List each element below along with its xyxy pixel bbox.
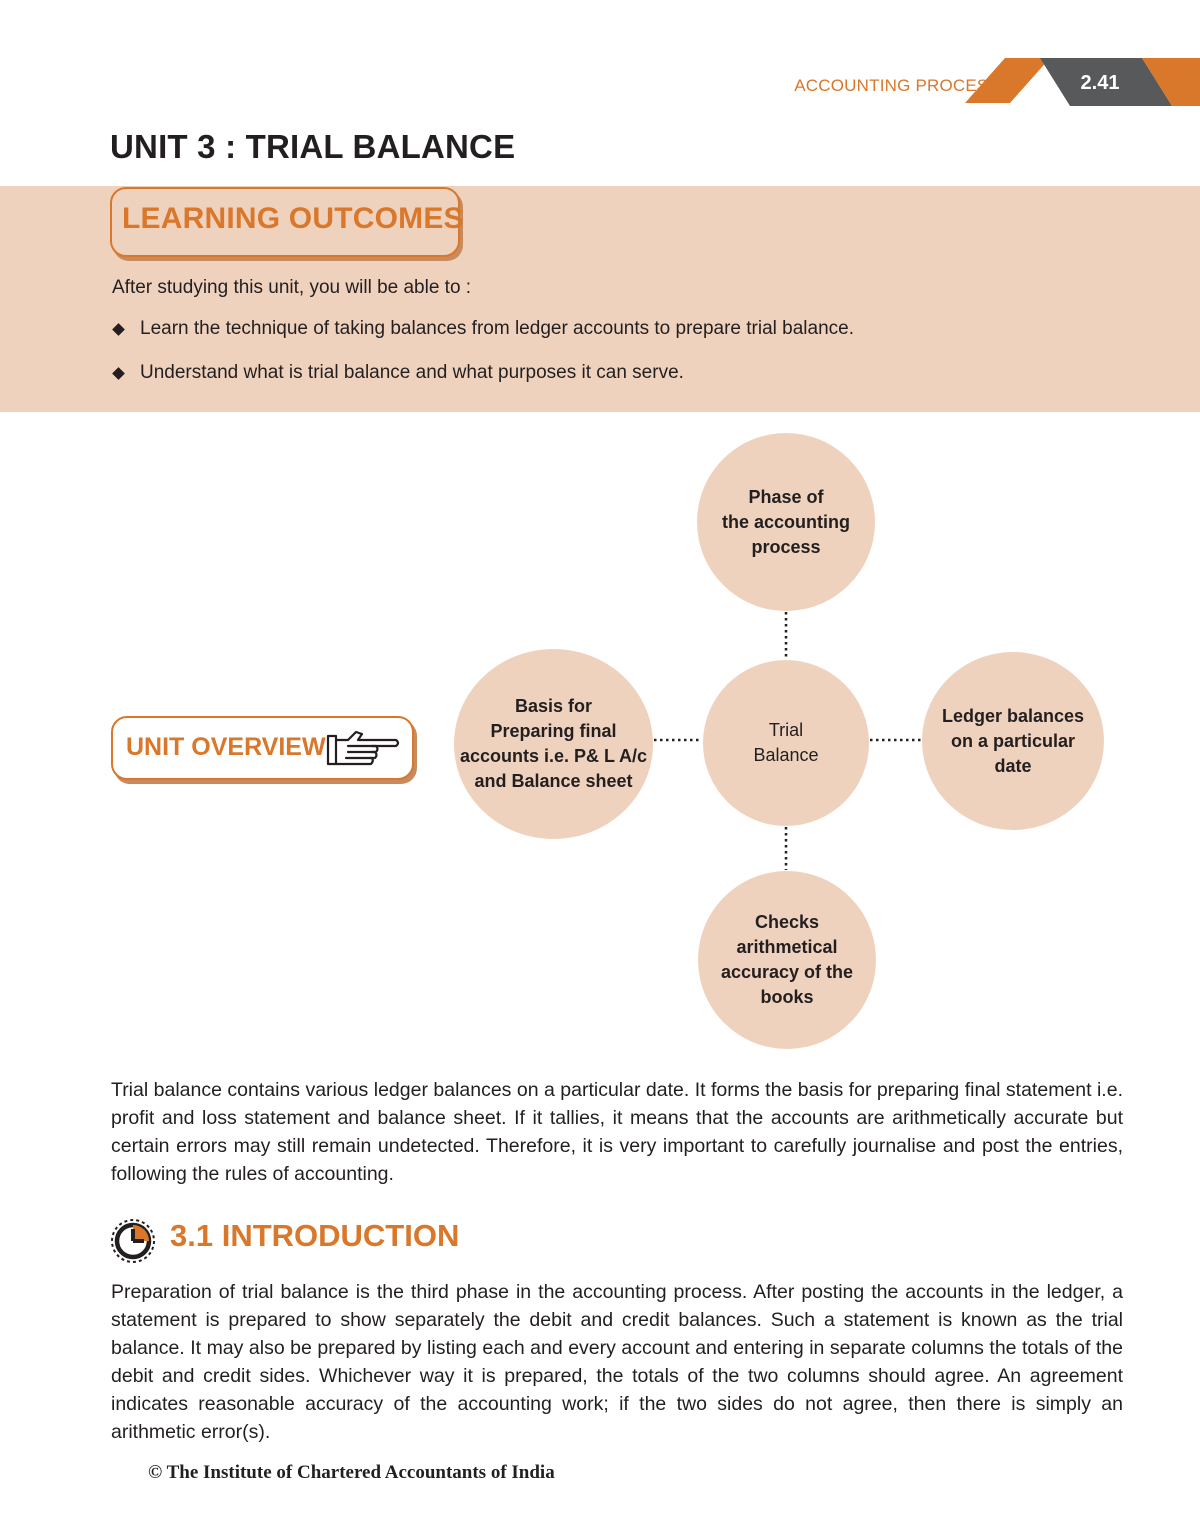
diagram-node-trial-balance (703, 660, 869, 826)
node-line: Basis for (514, 696, 593, 716)
node-line: Balance (753, 745, 819, 765)
diagram-node-basis (454, 649, 653, 839)
node-line: Preparing final (490, 721, 617, 741)
list-item-text: Understand what is trial balance and what purposes it can serve. (140, 362, 684, 383)
node-line: the accounting (721, 511, 850, 532)
node-line: books (760, 987, 814, 1007)
node-line: Ledger balances (941, 705, 1085, 726)
node-line: date (994, 755, 1032, 776)
node-line: Phase of (748, 486, 824, 507)
node-line: and Balance sheet (474, 771, 633, 791)
node-line: process (751, 536, 821, 557)
node-line: on a particular (950, 730, 1076, 751)
page-number: 2.41 (1080, 72, 1120, 94)
diagram-node-ledger-balances (922, 652, 1104, 830)
unit-overview-label: UNIT OVERVIEW (126, 733, 326, 761)
body-paragraph: Trial balance contains various ledger balances on a particular date. It forms the basis for preparing final statement i.e. profit and loss statement and balance sheet. If it tallies, it means that the accounts are arithmetically accurate but certain errors may still remain undetected. Therefore, it is very important to carefully journalise and post the entries, following the rules of accounting. (111, 1079, 1123, 1185)
node-line: Trial (768, 720, 804, 740)
node-line: Checks (754, 912, 820, 932)
node-line: accuracy of the (720, 962, 854, 982)
diagram-node-phase (697, 433, 875, 611)
node-line: accounts i.e. P& L A/c (459, 746, 648, 766)
clock-icon (106, 1214, 162, 1266)
footer-copyright: © The Institute of Chartered Accountants of India (148, 1462, 555, 1483)
unit-title: UNIT 3 : TRIAL BALANCE (110, 128, 516, 165)
list-item-text: Learn the technique of taking balances from ledger accounts to prepare trial balance. (140, 318, 855, 339)
learning-outcomes-label: LEARNING OUTCOMES (122, 202, 464, 235)
running-head: ACCOUNTING PROCESS (794, 76, 1000, 95)
diagram-node-accuracy (698, 871, 876, 1049)
section-heading: 3.1 INTRODUCTION (170, 1218, 460, 1253)
learning-outcomes-intro: After studying this unit, you will be able to : (112, 277, 472, 298)
node-line: arithmetical (736, 937, 838, 957)
body-paragraph: Preparation of trial balance is the third phase in the accounting process. After posting the accounts in the ledger, a statement is prepared to show separately the debit and credit balances. Such a statement is known as the trial balance. It may also be prepared by listing each and every account and entering in separate columns the totals of the debit and credit sides. Whichever way it is prepared, the totals of the two columns should agree. An agreement indicates reasonable accuracy of the accounting work; if the two sides do not agree, then there is simply an arithmetic error(s). (111, 1281, 1123, 1443)
